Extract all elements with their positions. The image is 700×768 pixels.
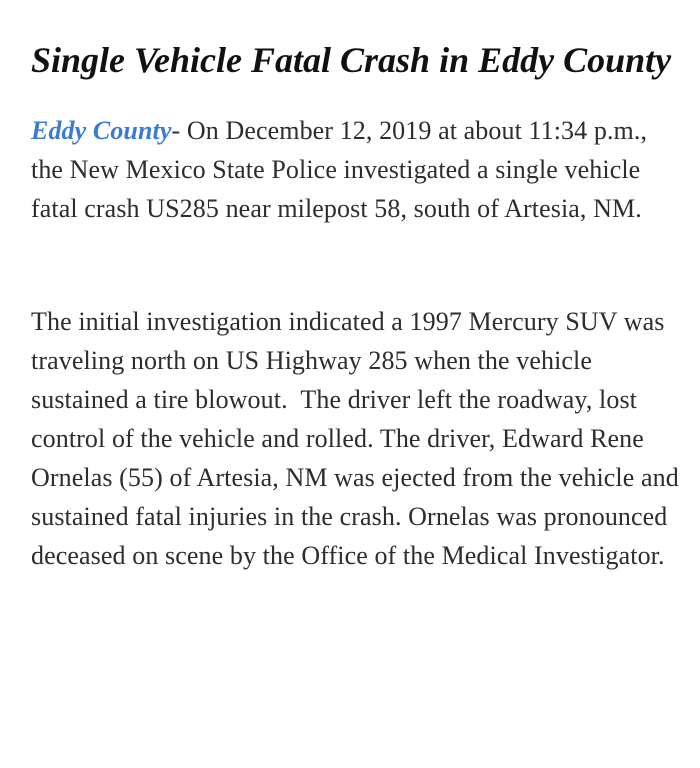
paragraph-1-text: - On December 12, 2019 at about 11:34 p.m., the New Mexico State Police investigated a single vehicle fatal crash US285 near milepost 58, south of Artesia, NM. bbox=[31, 116, 648, 223]
article-paragraph-2: The initial investigation indicated a 1997 Mercury SUV was traveling north on US Highway 285 when the vehicle sustained a tire blowout. The driver left the roadway, lost control of the vehicle and rolled. The driver, Edward Rene Ornelas (55) of Artesia, NM was ejected from the vehicle and sustained fatal injuries in the crash. Ornelas was pronounced deceased on scene by the Office of the Medical Investigator. bbox=[31, 307, 686, 570]
news-article bbox=[31, 36, 686, 575]
article-title: Single Vehicle Fatal Crash in Eddy County bbox=[31, 40, 672, 80]
dateline: Eddy County bbox=[31, 116, 172, 145]
article-paragraph-1 bbox=[31, 111, 681, 228]
